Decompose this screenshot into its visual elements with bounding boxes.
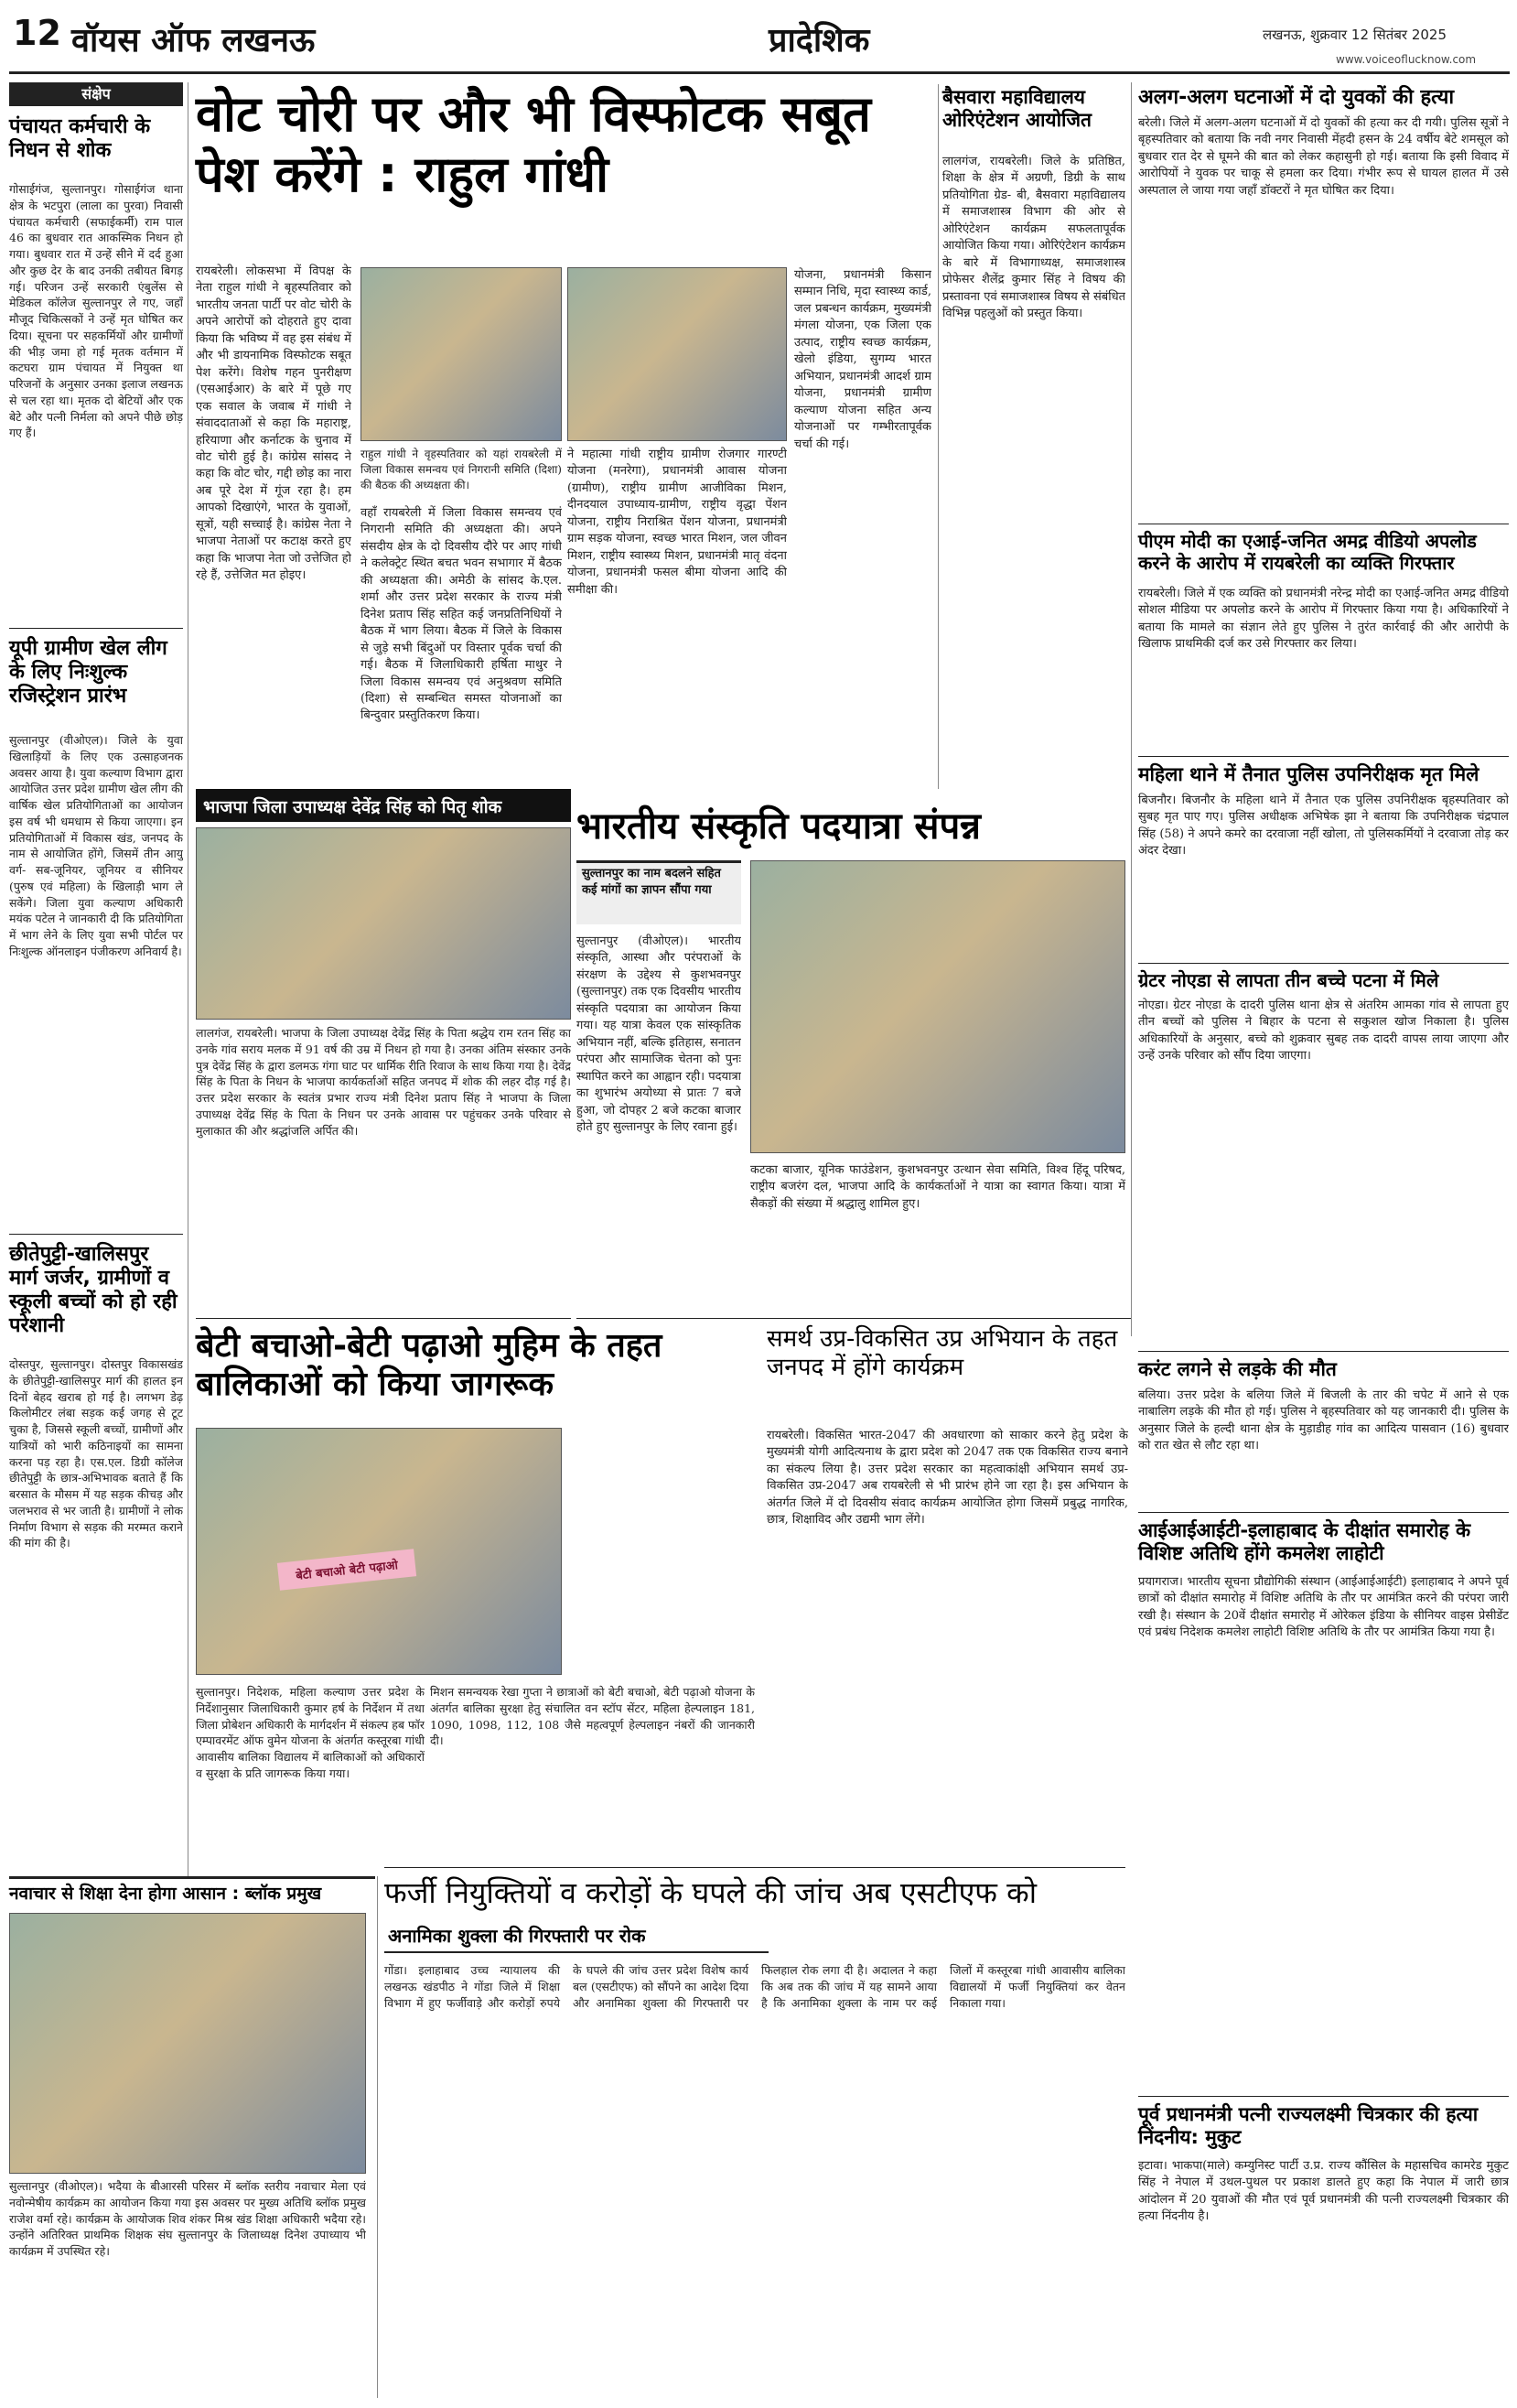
culture-body: सुल्तानपुर (वीओएल)। भारतीय संस्कृति, आस्था और परंपराओं के संरक्षण के उद्देश्य से कुशभवनपुर (सुल्तानपुर) तक एक दिवसीय भारतीय संस्कृति पदयात्रा का आयोजन किया गया। यह यात्रा केवल एक सांस्कृतिक अभियान नहीं, बल्कि इतिहास, सनातन परंपरा और सामाजिक चेतना को पुनः स्थापित करने का आह्वान रही। पदयात्रा का शुभारंभ अयोध्या से प्रातः 7 बजे हुआ, जो दोपहर 2 बजे कटका बाजार होते हुए सुल्तानपुर के लिए रवाना हुई। — [576, 934, 741, 1134]
culture-body-2: कटका बाजार, यूनिक फाउंडेशन, कुशभवनपुर उत्थान सेवा समिति, विश्व हिंदू परिषद, राष्ट्रीय बजरंग दल, भाजपा आदि के कार्यकर्ताओं ने यात्रा का स्वागत किया। यात्रा में सैकड़ों की संख्या में श्रद्धालु शामिल हुए। — [750, 1163, 1125, 1211]
lead-col1: रायबरेली। लोकसभा में विपक्ष के नेता राहुल गांधी ने बृहस्पतिवार को भारतीय जनता पार्टी पर वोट चोरी के अपने आरोपों को दोहराते हुए दावा किया कि भविष्य में वह इस संबंध में और भी डायनामिक विस्फोटक सबूत पेश करेंगे। विशेष गहन पुनरीक्षण (एसआईआर) के बारे में पूछे गए एक सवाल के जवाब में गांधी ने संवाददाताओं से कहा कि महाराष्ट्र, हरियाणा और कर्नाटक के चुनाव में वोट चोरी हुई है। कांग्रेस सांसद ने कहा कि वोट चोर, गद्दी छोड़ का नारा अब पूरे देश में गूंज रहा है। हम आपको दिखाएंगे, भारत के युवाओं, सूत्रों, यही सच्चाई है। कांग्रेस नेता ने भाजपा नेताओं पर कटाक्ष करते हुए कहा कि भाजपा नेता जो उत्तेजित हो रहे हैं, उत्तेजित मत होइए। — [196, 265, 351, 583]
box-photo — [9, 1913, 366, 2174]
page-number: 12 — [13, 13, 61, 53]
right-story1-headline: बैसवारा महाविद्यालय ओरिएंटेशन आयोजित — [942, 86, 1092, 131]
bsp-photo — [196, 827, 571, 1020]
lead-col2: वहाँ रायबरेली में जिला विकास समन्वय एवं निगरानी समिति की अध्यक्षता की। अपने संसदीय क्षेत्र के दो दिवसीय दौरे पर आए गांधी ने कलेक्ट्रेट स्थित बचत भवन सभागार में बैठक की अध्यक्षता की। अमेठी के सांसद के.एल. शर्मा और उत्तर प्रदेश सरकार के राज्य मंत्री दिनेश प्रताप सिंह सहित कई जनप्रतिनिधियों ने बैठक में भाग लिया। बैठक में जिले के विकास से जुड़े सभी बिंदुओं पर विस्तार पूर्वक चर्चा की गई। बैठक में जिलाधिकारी हर्षिता माथुर ने जिला विकास समन्वय एवं अनुश्रवण समिति (दिशा) से सम्बन्धित समस्त योजनाओं का बिन्दुवार प्रस्तुतिकरण किया। — [360, 506, 562, 723]
lead-headline: वोट चोरी पर और भी विस्फोटक सबूत पेश करेंगे : राहुल गांधी — [196, 85, 871, 203]
sidebar-story1-body: गोसाईगंज, सुल्तानपुर। गोसाईगंज थाना क्षेत्र के भटपुरा (लाला का पुरवा) निवासी पंचायत कर्मचारी (सफाईकर्मी) राम पाल 46 का बुधवार रात आकस्मिक निधन हो गया। बुधवार रात में उन्हें सीने में दर्द हुआ और कुछ देर के बाद उनकी तबीयत बिगड़ गई। परिजन उन्हें सरकारी एंबुलेंस से मेडिकल कॉलेज सुल्तानपुर ले गए, जहाँ मौजूद चिकित्सकों ने उन्हें मृत घोषित कर दिया। सूचना पर सहकर्मियों और ग्रामीणों की भीड़ जमा हो गई मृतक वर्तमान में कटघरा ग्राम पंचायत में नियुक्त था परिजनों के अनुसार उनका इलाज लखनऊ से चल रहा था। मृतक दो बेटियों और एक बेटे और पत्नी निर्मला को अपने पीछे छोड़ गए हैं। — [9, 182, 183, 440]
lead-photo-caption: राहुल गांधी ने वृहस्पतिवार को यहां रायबरेली में जिला विकास समन्वय एवं निगरानी समिति (दिशा) की बैठक की अध्यक्षता की। — [360, 448, 562, 492]
section-label: प्रादेशिक — [769, 22, 870, 59]
sidebar-story2-body: सुल्तानपुर (वीओएल)। जिले के युवा खिलाड़ियों के लिए एक उत्साहजनक अवसर आया है। युवा कल्याण विभाग द्वारा आयोजित उत्तर प्रदेश ग्रामीण खेल लीग की वार्षिक खेल प्रतियोगिताओं का आयोजन इस वर्ष भी धमधाम से किया जाएगा। इन प्रतियोगिताओं में विकास खंड, जनपद के नाम से आयोजित होंगे, जिसमें तीन आयु वर्ग- सब-जूनियर, जूनियर व सीनियर (पुरुष एवं महिला) के खिलाड़ी भाग ले सकेंगे। जिला युवा कल्याण अधिकारी मयंक पटेल ने जानकारी दी कि प्रतियोगिता में भाग लेने के लिए युवा सभी पोर्टल पर निःशुल्क ऑनलाइन पंजीकरण अनिवार्य है। — [9, 733, 183, 958]
website[interactable]: www.voiceoflucknow.com — [1336, 53, 1477, 66]
beti-banner: बेटी बचाओ बेटी पढ़ाओ — [277, 1549, 416, 1591]
beti-headline: बेटी बचाओ-बेटी पढ़ाओ मुहिम के तहत बालिकाओं को किया जागरूक — [196, 1327, 662, 1404]
samarth-body: रायबरेली। विकसित भारत-2047 की अवधारणा को साकार करने हेतु प्रदेश के मुख्यमंत्री योगी आदित्यनाथ के द्वारा प्रदेश को 2047 तक एक विकसित राज्य बनाने का संकल्प लिया है। उत्तर प्रदेश सरकार का महत्वाकांक्षी अभियान समर्थ उप्र-विकसित उप्र-2047 अब रायबरेली से भी प्रारंभ होने जा रहा है। इस अभियान के अंतर्गत जिले में दो दिवसीय संवाद कार्यक्रम आयोजित होगा जिसमें प्रबुद्ध नागरिक, छात्र, शिक्षाविद और उद्यमी भाग लेंगे। — [767, 1429, 1128, 1528]
beti-body-2: मिशन समन्वयक रेखा गुप्ता ने छात्राओं को बेटी बचाओ, बेटी पढ़ाओ योजना के अंतर्गत बालिका सुरक्षा हेतु संचालित वन स्टॉप सेंटर, महिला हेल्पलाइन 181, 1090, 1098, 112, 108 जैसे महत्वपूर्ण हेल्पलाइन नंबरों की जानकारी दी। — [430, 1685, 755, 1748]
right-story7-body: प्रयागराज। भारतीय सूचना प्रौद्योगिकी संस्थान (आईआईआईटी) इलाहाबाद ने अपने पूर्व छात्रों को दीक्षांत समारोह में विशिष्ट अतिथि के तौर पर आमंत्रित करने की परंपरा जारी रखी है। संस्थान के 20वें दीक्षांत समारोह में ओरेकल इंडिया के सीनियर वाइस प्रेसीडेंट एवं प्रबंध निदेशक कमलेश लाहोटी विशिष्ट अतिथि के तौर पर आमंत्रित किया गया है। — [1138, 1575, 1509, 1640]
sidebar-story2-headline: यूपी ग्रामीण खेल लीग के लिए निःशुल्क रजिस्ट्रेशन प्रारंभ — [9, 637, 167, 707]
culture-kicker: सुल्तानपुर का नाम बदलने सहित कई मांगों का ज्ञापन सौंपा गया — [582, 867, 721, 897]
right-story5-body: नोएडा। ग्रेटर नोएडा के दादरी पुलिस थाना क्षेत्र से अंतरिम आमका गांव से लापता हुए तीन बच्चों को पुलिस ने बिहार के पटना से सकुशल खोज निकाला है। पुलिस अधिकारियों के अनुसार, बच्चे को शुक्रवार सुबह तक दादरी वापस लाया जाएगा और उन्हें उनके परिवार को सौंप दिया जाएगा। — [1138, 999, 1509, 1064]
paper-name: वॉयस ऑफ लखनऊ — [71, 22, 316, 59]
bsp-headline: भाजपा जिला उपाध्यक्ष देवेंद्र सिंह को पितृ शोक — [203, 797, 502, 817]
right-story3-body: रायबरेली। जिले में एक व्यक्ति को प्रधानमंत्री नरेन्द्र मोदी का एआई-जनित अमद्र वीडियो सोशल मीडिया पर अपलोड करने के आरोप में गिरफ्तार किया गया है। अधिकारियों ने बताया कि मामले का संज्ञान लेते हुए पुलिस ने तुरंत कार्रवाई की और आरोपी के खिलाफ प्राथमिकी दर्ज कर उसे गिरफ्तार कर लिया। — [1138, 587, 1509, 652]
culture-headline: भारतीय संस्कृति पदयात्रा संपन्न — [576, 805, 981, 848]
lead-photo — [360, 267, 562, 441]
right-story7-headline: आईआईआईटी-इलाहाबाद के दीक्षांत समारोह के विशिष्ट अतिथि होंगे कमलेश लाहोटी — [1138, 1519, 1471, 1564]
right-story2-headline: अलग-अलग घटनाओं में दो युवकों की हत्या — [1138, 86, 1455, 109]
right-story8-headline: पूर्व प्रधानमंत्री पत्नी राज्यलक्ष्मी चित्रकार की हत्या निंदनीय: मुकुट — [1138, 2103, 1479, 2148]
sidebar-story3-body: दोस्तपुर, सुल्तानपुर। दोस्तपुर विकासखंड के छीतेपुट्टी-खालिसपुर मार्ग की हालत इन दिनों बेहद खराब हो गई है। लगभग डेढ़ किलोमीटर लंबा सड़क कई जगह से टूट चुका है, जिससे स्कूली बच्चों, ग्रामीणों और यात्रियों को भारी कठिनाइयों का सामना करना पड़ रहा है। एस.एल. डिग्री कॉलेज छीतेपुट्टी के छात्र-अभिभावक बताते हैं कि बरसात के मौसम में यह सड़क कीचड़ और जलभराव से भर जाती है। ग्रामीणों ने लोक निर्माण विभाग से सड़क की मरम्मत कराने की मांग की है। — [9, 1357, 183, 1550]
right-story4-body: बिजनौर। बिजनौर के महिला थाने में तैनात एक पुलिस उपनिरीक्षक बृहस्पतिवार को सुबह मृत पाए गए। पुलिस अधीक्षक अभिषेक झा ने बताया कि उपनिरीक्षक चंद्रपाल सिंह (58) ने अपने कमरे का दरवाजा नहीं खोला, तो पुलिसकर्मियों ने दरवाजा तोड़ कर अंदर देखा। — [1138, 794, 1509, 858]
sidebar-story3-headline: छीतेपुट्टी-खालिसपुर मार्ग जर्जर, ग्रामीणों व स्कूली बच्चों को हो रही परेशानी — [9, 1243, 178, 1337]
right-story2-body: बरेली। जिले में अलग-अलग घटनाओं में दो युवकों की हत्या कर दी गयी। पुलिस सूत्रों ने बृहस्पतिवार को बताया कि नवी नगर निवासी मेंहदी हसन के 24 वर्षीय बेटे शमसूल को बुधवार रात देर से घूमने की बात को लेकर कहासुनी हो गई। बताया कि इसी विवाद में आरोपियों ने युवक पर चाकू से हमला कर दिया। गंभीर रूप से घायल हालत में उसे अस्पताल ले जाया गया जहाँ डॉक्टरों ने मृत घोषित कर दिया। — [1138, 116, 1509, 198]
right-story3-headline: पीएम मोदी का एआई-जनित अमद्र वीडियो अपलोड करने के आरोप में रायबरेली का व्यक्ति गिरफ्तार — [1138, 530, 1477, 574]
right-story4-headline: महिला थाने में तैनात पुलिस उपनिरीक्षक मृत मिले — [1138, 763, 1479, 785]
culture-photo — [750, 860, 1125, 1153]
lead-photo-2 — [567, 267, 787, 441]
lead-col3: ने महात्मा गांधी राष्ट्रीय ग्रामीण रोजगार गारण्टी योजना (मनरेगा), प्रधानमंत्री आवास योजना (ग्रामीण), राष्ट्रीय ग्रामीण आजीविका मिशन, दीनदयाल उपाध्याय-ग्रामीण, राष्ट्रीय वृद्धा पेंशन योजना, राष्ट्रीय निराश्रित पेंशन योजना, प्रधानमंत्री ग्राम सड़क योजना, स्वच्छ भारत मिशन, जल जीवन मिशन, राष्ट्रीय स्वास्थ्य मिशन, प्रधानमंत्री मातृ वंदना योजना, प्रधानमंत्री फसल बीमा योजना आदि की समीक्षा की। — [567, 448, 787, 597]
bsp-body: लालगंज, रायबरेली। भाजपा के जिला उपाध्यक्ष देवेंद्र सिंह के पिता श्रद्धेय राम रतन सिंह का उनके गांव सराय मलक में 91 वर्ष की उम्र में निधन हो गया है। उनका अंतिम संस्कार उनके पुत्र देवेंद्र सिंह के द्वारा डलमऊ गंगा घाट पर धार्मिक रीति रिवाज के साथ किया गया है। देवेंद्र सिंह के पिता के निधन के भाजपा कार्यकर्ताओं सहित जनपद में शोक की लहर दौड़ गई है। उत्तर प्रदेश सरकार के स्वतंत्र प्रभार राज्य मंत्री दिनेश प्रताप सिंह ने भाजपा के जिला उपाध्यक्ष देवेंद्र सिंह के पिता के निधन पर उनके आवास पर पहुंचकर उनके परिवार से मुलाकात की और श्रद्धांजलि अर्पित की। — [196, 1026, 571, 1138]
right-story8-body: इटावा। भाकपा(माले) कम्युनिस्ट पार्टी उ.प्र. राज्य कौंसिल के महासचिव कामरेड मुकुट सिंह ने नेपाल में उथल-पुथल पर प्रकाश डालते हुए कहा कि नेपाल में जारी छात्र आंदोलन में 20 युवाओं की मौत एवं पूर्व प्रधानमंत्री की पत्नी राज्यलक्ष्मी चित्रकार की हत्या निंदनीय है। — [1138, 2159, 1509, 2224]
sidebar-label: संक्षेप — [9, 82, 183, 106]
masthead — [0, 0, 1517, 71]
beti-body: सुल्तानपुर। निदेशक, महिला कल्याण उत्तर प्रदेश के निर्देशानुसार जिलाधिकारी कुमार हर्ष के निर्देशन में तथा जिला प्रोबेशन अधिकारी के मार्गदर्शन में संकल्प हब फॉर एम्पावरमेंट ऑफ वुमेन योजना के अंतर्गत कस्तूरबा गांधी आवासीय बालिका विद्यालय में बालिकाओं को अधिकारों व सुरक्षा के प्रति जागरूक किया गया। — [196, 1685, 425, 1780]
right-story1-body: लालगंज, रायबरेली। जिले के प्रतिष्ठित, शिक्षा के क्षेत्र में अग्रणी, डिग्री के साथ प्रतियोगिता ग्रेड- बी, बैसवारा महाविद्यालय में समाजशास्त्र विभाग की ओर से ओरिएंटेशन कार्यक्रम सफलतापूर्वक आयोजित किया गया। ओरिएंटेशन कार्यक्रम के बारे में विभागाध्यक्ष, समाजशास्त्र प्रोफेसर शैलेंद्र कुमार सिंह ने विषय की प्रस्तावना एवं समाजशास्त्र विषय से संबंधित विभिन्न पहलुओं को प्रस्तुत किया। — [942, 155, 1125, 321]
right-story5-headline: ग्रेटर नोएडा से लापता तीन बच्चे पटना में मिले — [1138, 969, 1439, 991]
lead-col4: योजना, प्रधानमंत्री किसान सम्मान निधि, मृदा स्वास्थ्य कार्ड, जल प्रबन्धन कार्यक्रम, मुख्यमंत्री मंगला योजना, एक जिला एक उत्पाद, राष्ट्रीय स्वच्छ कार्यक्रम, खेलो इंडिया, सुगम्य भारत अभियान, प्रधानमंत्री आदर्श ग्राम योजना, प्रधानमंत्री ग्रामीण कल्याण योजना सहित अन्य योजनाओं पर गम्भीरतापूर्वक चर्चा की गई। — [794, 268, 931, 451]
fraud-body: गोंडा। इलाहाबाद उच्च न्यायालय की लखनऊ खंडपीठ ने गोंडा जिले में शिक्षा विभाग में हुए फर्जीवाड़े और करोड़ों रुपये के घपले की जांच उत्तर प्रदेश विशेष कार्य बल (एसटीएफ) को सौंपने का आदेश दिया और अनामिका शुक्ला की गिरफ्तारी पर फिलहाल रोक लगा दी है। अदालत ने कहा कि अब तक की जांच में यह सामने आया है कि अनामिका शुक्ला के नाम पर कई जिलों में कस्तूरबा गांधी आवासीय बालिका विद्यालयों में फर्जी नियुक्तियां कर वेतन निकाला गया। — [384, 1963, 1125, 2010]
beti-photo — [196, 1428, 562, 1675]
fraud-headline: फर्जी नियुक्तियों व करोड़ों के घपले की जांच अब एसटीएफ को — [384, 1875, 1037, 1910]
samarth-headline: समर्थ उप्र-विकसित उप्र अभियान के तहत जनपद में होंगे कार्यक्रम — [767, 1325, 1118, 1381]
sidebar-story1-headline: पंचायत कर्मचारी के निधन से शोक — [9, 115, 151, 162]
fraud-subhead: अनामिका शुक्ला की गिरफ्तारी पर रोक — [388, 1925, 646, 1947]
date-line: लखनऊ, शुक्रवार 12 सितंबर 2025 — [1263, 27, 1447, 43]
box-caption: सुल्तानपुर (वीओएल)। भदैया के बीआरसी परिसर में ब्लॉक स्तरीय नवाचार मेला एवं नवोन्मेषीय कार्यक्रम का आयोजन किया गया इस अवसर पर मुख्य अतिथि ब्लॉक प्रमुख राजेश वर्मा रहे। कार्यक्रम के आयोजक शिव शंकर मिश्र खंड शिक्षा अधिकारी भदैया रहे। उन्होंने अतिरिक्त प्राथमिक शिक्षक संघ सुल्तानपुर के जिलाध्यक्ष दिनेश उपाध्याय भी कार्यक्रम में उपस्थित रहे। — [9, 2179, 366, 2258]
right-story6-headline: करंट लगने से लड़के की मौत — [1138, 1358, 1337, 1380]
right-story6-body: बलिया। उत्तर प्रदेश के बलिया जिले में बिजली के तार की चपेट में आने से एक नाबालिग लड़के की मौत हो गई। पुलिस ने बृहस्पतिवार को यह जानकारी दी। पुलिस के अनुसार जिले के हल्दी थाना क्षेत्र के मुड़ाडीह गांव का आदित्य पासवान (16) बुधवार को रात खेत से लौट रहा था। — [1138, 1388, 1509, 1453]
box-headline: नवाचार से शिक्षा देना होगा आसान : ब्लॉक प्रमुख — [9, 1884, 322, 1904]
